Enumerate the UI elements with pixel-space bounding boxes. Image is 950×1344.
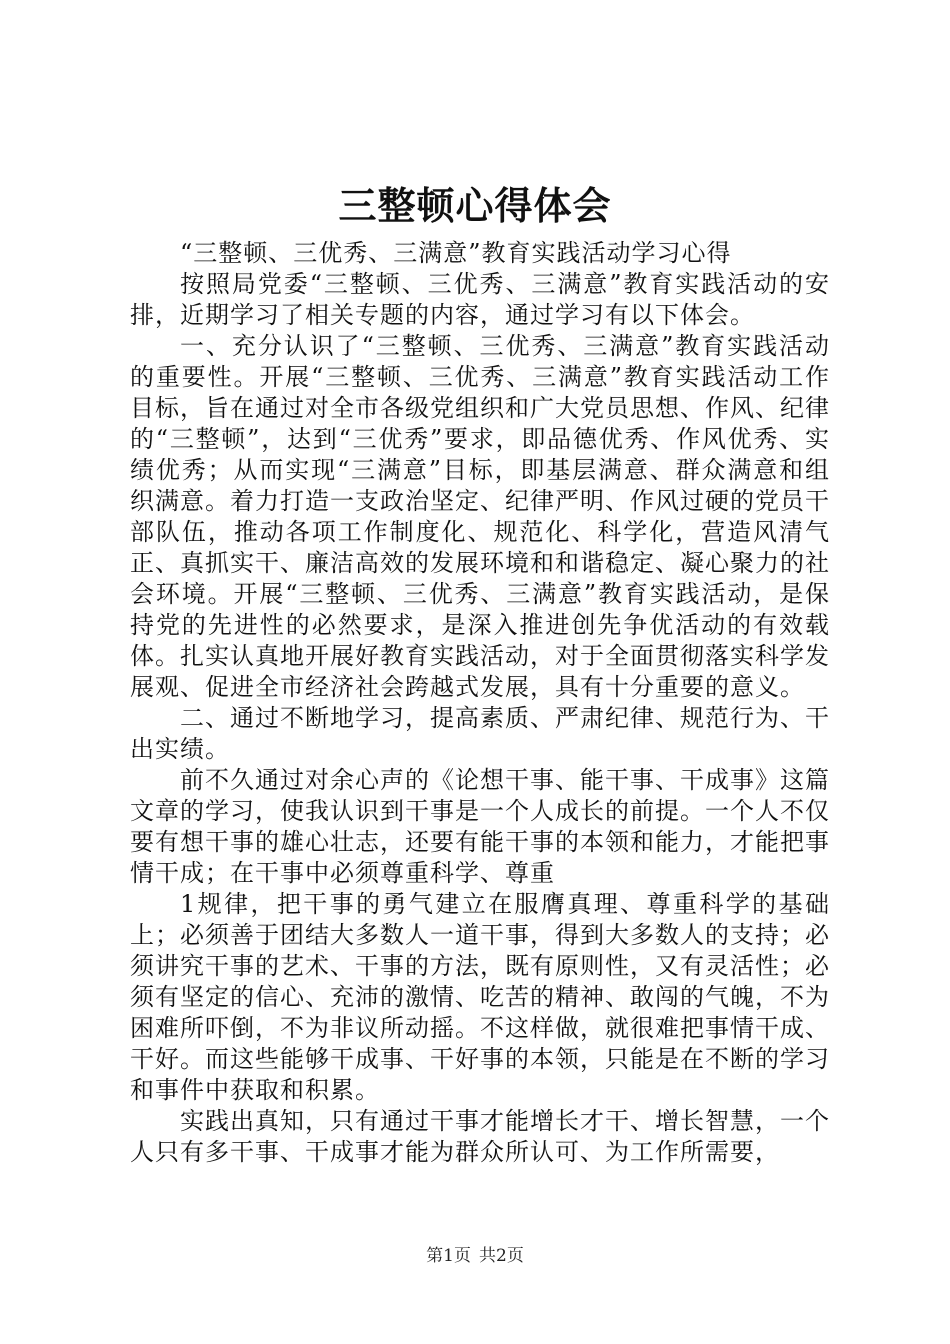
document-title: 三整顿心得体会 [338,183,612,228]
paragraph-subtitle: “三整顿、三优秀、三满意”教育实践活动学习心得 [180,239,732,267]
paragraph-section-two-heading: 二、通过不断地学习，提高素质、严肃纪律、规范行为、干出实绩。 [130,704,830,763]
paragraph-section-one: 一、充分认识了“三整顿、三优秀、三满意”教育实践活动的重要性。开展“三整顿、三优秀、三满意”教育实践活动工作目标，旨在通过对全市各级党组织和广大党员思想、作风、纪律的“三整顿”，达到“三优秀”要求，即品德优秀、作风优秀、实绩优秀；从而实现“三满意”目标，即基层满意、群众满意和组织满意。着力打造一支政治坚定、纪律严明、作风过硬的党员干部队伍，推动各项工作制度化、规范化、科学化，营造风清气正、真抓实干、廉洁高效的发展环境和和谐稳定、凝心聚力的社会环境。开展“三整顿、三优秀、三满意”教育实践活动，是保持党的先进性的必然要求，是深入推进创先争优活动的有效载体。扎实认真地开展好教育实践活动，对于全面贯彻落实科学发展观、促进全市经济社会跨越式发展，具有十分重要的意义。 [130,332,830,701]
paragraph-practice: 实践出真知，只有通过干事才能增长才干、增长智慧，一个人只有多干事、干成事才能为群众所认可、为工作所需要， [130,1107,830,1166]
page-footer [0,1245,950,1267]
document-body [130,238,830,1168]
paragraph-intro: 按照局党委“三整顿、三优秀、三满意”教育实践活动的安排，近期学习了相关专题的内容，通过学习有以下体会。 [130,270,830,329]
page-number: 第1页 [426,1246,471,1266]
paragraph-rules: 1规律，把干事的勇气建立在服膺真理、尊重科学的基础上；必须善于团结大多数人一道干事，得到大多数人的支持；必须讲究干事的艺术、干事的方法，既有原则性，又有灵活性；必须有坚定的信心、充沛的激情、吃苦的精神、敢闯的气魄，不为困难所吓倒，不为非议所动摇。不这样做，就很难把事情干成、干好。而这些能够干成事、干好事的本领，只能是在不断的学习和事件中获取和积累。 [130,890,830,1104]
paragraph-study-article: 前不久通过对余心声的《论想干事、能干事、干成事》这篇文章的学习，使我认识到干事是一个人成长的前提。一个人不仅要有想干事的雄心壮志，还要有能干事的本领和能力，才能把事情干成；在干事中必须尊重科学、尊重 [130,766,830,887]
page-total: 共2页 [479,1246,524,1266]
